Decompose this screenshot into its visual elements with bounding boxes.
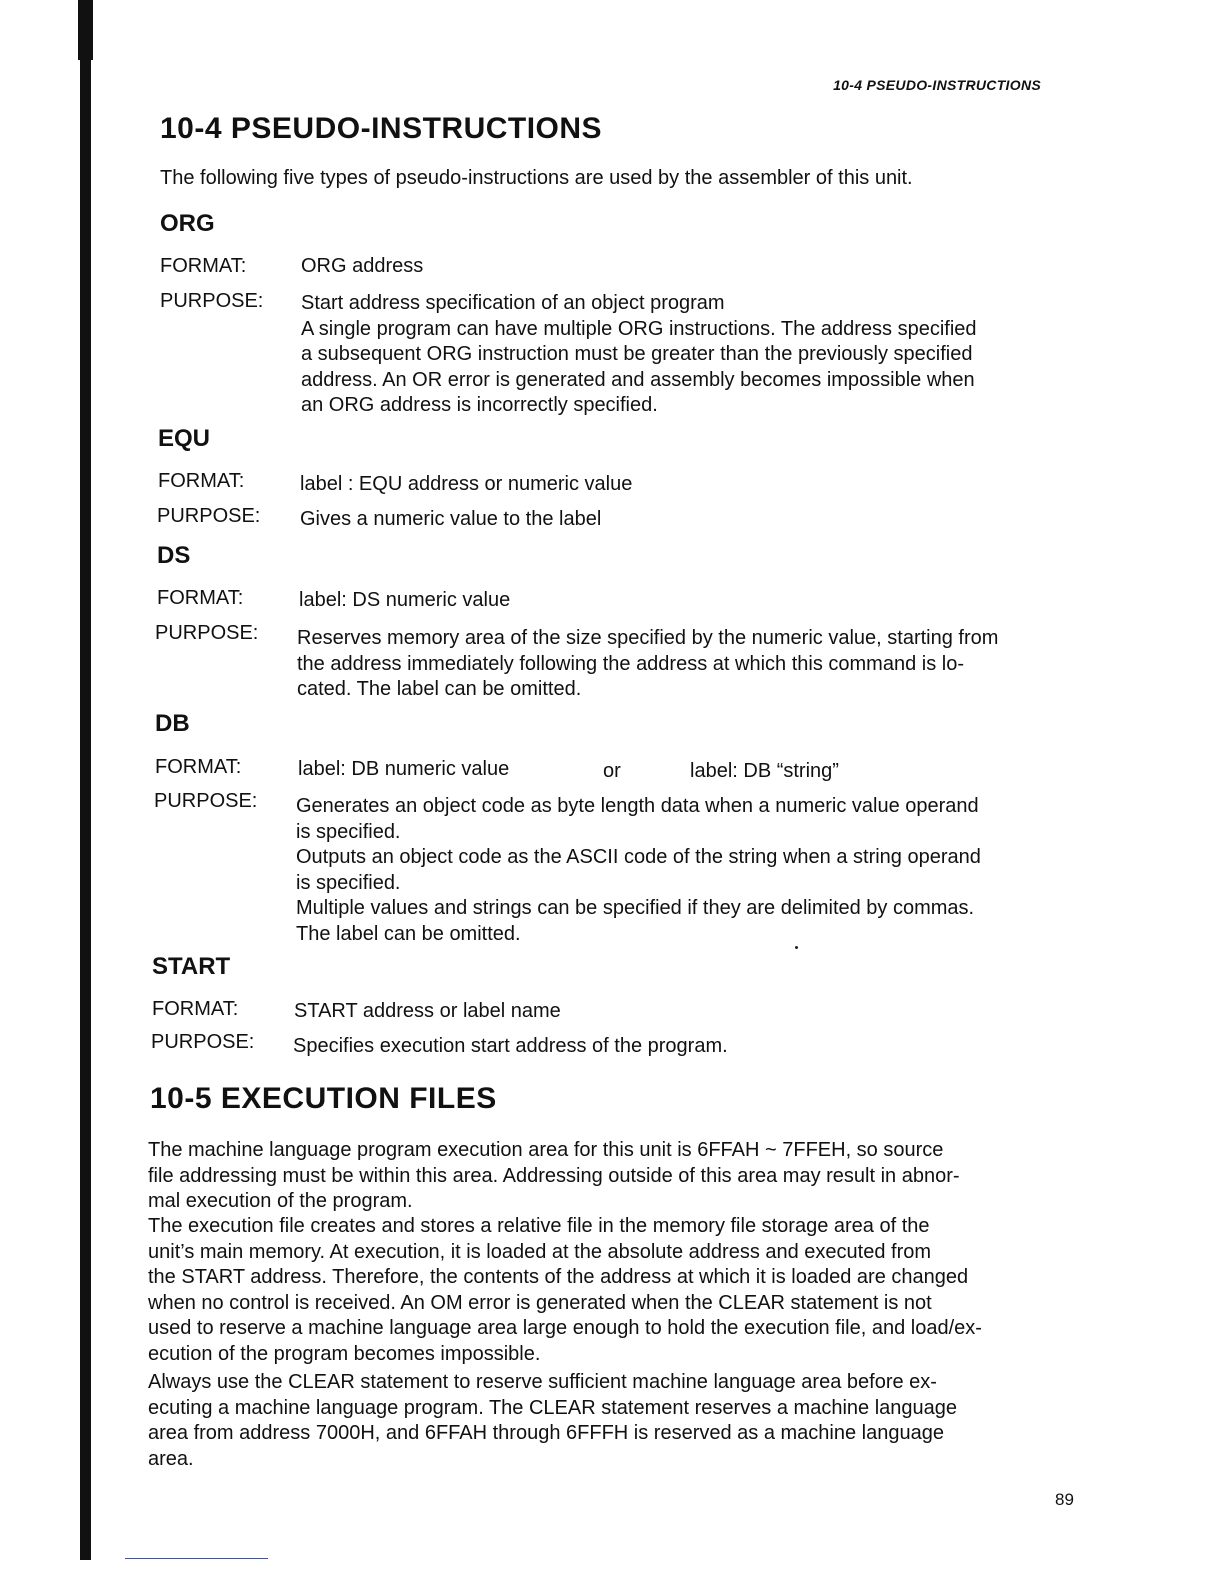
start-heading: START <box>152 953 231 980</box>
para-line: the START address. Therefore, the contents of the address at which it is loaded are changed <box>148 1266 969 1288</box>
equ-heading: EQU <box>158 425 211 452</box>
org-format-value: ORG address <box>301 255 424 277</box>
binding-shadow <box>80 0 91 1560</box>
db-purpose <box>296 794 1056 947</box>
db-heading: DB <box>155 710 190 737</box>
db-purpose-line: Multiple values and strings can be specified if they are delimited by commas. <box>296 897 975 919</box>
ds-purpose <box>297 626 1057 703</box>
para-line: area. <box>148 1447 194 1470</box>
ds-purpose-line: cated. The label can be omitted. <box>297 678 582 700</box>
db-purpose-line: The label can be omitted. <box>296 922 521 945</box>
equ-format-label: FORMAT: <box>158 470 245 492</box>
section-title-10-4: 10-4 PSEUDO-INSTRUCTIONS <box>160 112 603 145</box>
ds-format-label: FORMAT: <box>157 587 244 609</box>
start-format-value: START address or label name <box>294 1000 561 1022</box>
ds-purpose-line: the address immediately following the address at which this command is lo- <box>297 652 964 675</box>
db-format-value-string: label: DB “string” <box>690 760 839 782</box>
org-purpose-line: address. An OR error is generated and assembly becomes impossible when <box>301 368 975 391</box>
para-line: ecuting a machine language program. The CLEAR statement reserves a machine language <box>148 1396 957 1419</box>
para-line: unit’s main memory. At execution, it is loaded at the absolute address and executed from <box>148 1240 932 1263</box>
execution-para-3 <box>148 1370 1038 1472</box>
db-purpose-line: Generates an object code as byte length data when a numeric value operand <box>296 795 979 817</box>
ds-heading: DS <box>157 542 191 569</box>
equ-purpose-label: PURPOSE: <box>157 505 261 527</box>
start-purpose-value: Specifies execution start address of the program. <box>293 1035 728 1057</box>
equ-purpose-value: Gives a numeric value to the label <box>300 508 602 530</box>
execution-para-2 <box>148 1214 1038 1367</box>
start-format-label: FORMAT: <box>152 998 239 1020</box>
execution-para-1 <box>148 1138 1038 1215</box>
org-format-label: FORMAT: <box>160 255 247 277</box>
org-purpose-line: an ORG address is incorrectly specified. <box>301 394 658 416</box>
para-line: area from address 7000H, and 6FFAH through 6FFFH is reserved as a machine language <box>148 1422 944 1444</box>
para-line: file addressing must be within this area. Addressing outside of this area may result in abnor- <box>148 1164 960 1187</box>
ds-format-value: label: DS numeric value <box>299 589 511 611</box>
ds-purpose-line: Reserves memory area of the size specified by the numeric value, starting from <box>297 627 999 649</box>
org-purpose-line: Start address specification of an object program <box>301 292 725 314</box>
db-purpose-line: is specified. <box>296 820 401 843</box>
running-head: 10-4 PSEUDO-INSTRUCTIONS <box>833 77 1041 93</box>
db-purpose-label: PURPOSE: <box>154 790 258 812</box>
para-line: used to reserve a machine language area large enough to hold the execution file, and load/ex- <box>148 1317 982 1339</box>
para-line: ecution of the program becomes impossible. <box>148 1342 541 1365</box>
start-purpose-label: PURPOSE: <box>151 1031 255 1053</box>
para-line: The execution file creates and stores a relative file in the memory file storage area of the <box>148 1215 930 1237</box>
org-purpose-line: a subsequent ORG instruction must be greater than the previously specified <box>301 343 973 365</box>
db-purpose-line: Outputs an object code as the ASCII code of the string when a string operand <box>296 846 981 868</box>
db-purpose-line: is specified. <box>296 871 401 894</box>
org-purpose-label: PURPOSE: <box>160 290 264 312</box>
section-title-10-5: 10-5 EXECUTION FILES <box>150 1082 497 1115</box>
page-number: 89 <box>1055 1490 1074 1509</box>
db-format-or: or <box>603 760 621 782</box>
para-line: The machine language program execution area for this unit is 6FFAH ~ 7FFEH, so source <box>148 1139 944 1161</box>
section-intro: The following five types of pseudo-instructions are used by the assembler of this unit. <box>160 167 913 189</box>
org-heading: ORG <box>160 210 215 237</box>
para-line: Always use the CLEAR statement to reserve sufficient machine language area before ex- <box>148 1371 937 1393</box>
org-purpose <box>301 291 1061 419</box>
db-format-label: FORMAT: <box>155 756 242 778</box>
para-line: when no control is received. An OM error is generated when the CLEAR statement is not <box>148 1291 932 1314</box>
org-purpose-line: A single program can have multiple ORG instructions. The address specified <box>301 317 977 340</box>
db-format-value-numeric: label: DB numeric value <box>298 758 510 780</box>
print-speck <box>795 946 798 949</box>
para-line: mal execution of the program. <box>148 1190 413 1212</box>
ds-purpose-label: PURPOSE: <box>155 622 259 644</box>
equ-format-value: label : EQU address or numeric value <box>300 473 633 495</box>
footer-rule <box>125 1558 268 1559</box>
